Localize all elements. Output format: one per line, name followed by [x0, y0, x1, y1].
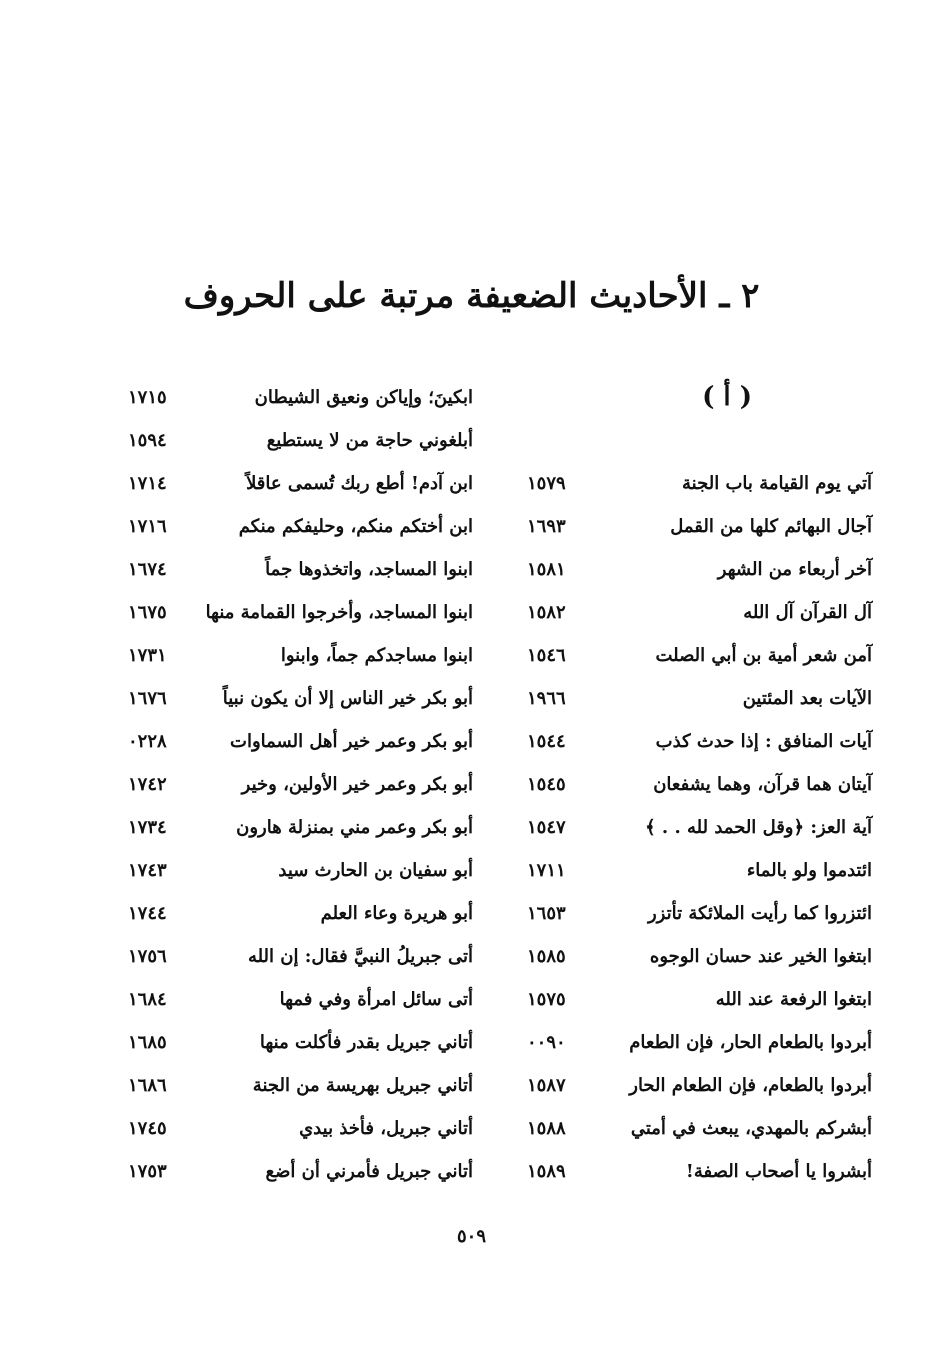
index-entry-row: [128, 849, 473, 892]
hadith-text: أتاني جبريل، فأخذ بيدي: [299, 1118, 473, 1139]
index-entry-row: [527, 935, 872, 978]
index-entry-row: [128, 1107, 473, 1150]
index-entry-row: [527, 677, 872, 720]
index-entry-row: [128, 634, 473, 677]
hadith-number: ١٦٨٥: [128, 1032, 167, 1053]
hadith-number: ١٥٤٧: [527, 817, 566, 838]
hadith-number: ١٦٧٦: [128, 688, 167, 709]
hadith-number: ١٧٥٦: [128, 946, 167, 967]
hadith-text: آيتان هما قرآن، وهما يشفعان: [653, 774, 872, 795]
hadith-text: آجال البهائم كلها من القمل: [670, 516, 872, 537]
hadith-number: ١٧٤٥: [128, 1118, 167, 1139]
hadith-number: ١٥٤٦: [527, 645, 566, 666]
hadith-text: ائتزروا كما رأيت الملائكة تأتزر: [647, 903, 872, 924]
hadith-text: أتى جبريلُ النبيَّ فقال: إن الله: [247, 946, 473, 967]
hadith-text: أبلغوني حاجة من لا يستطيع: [266, 430, 473, 451]
index-entry-row: [527, 505, 872, 548]
hadith-text: ابنوا المساجد، وأخرجوا القمامة منها: [205, 602, 473, 623]
hadith-number: ١٧١١: [527, 860, 566, 881]
hadith-text: ابن آدم! أطع ربك تُسمى عاقلاً: [246, 473, 473, 494]
hadith-text: أتاني جبريل بهريسة من الجنة: [252, 1075, 473, 1096]
hadith-text: آل القرآن آل الله: [743, 602, 872, 623]
hadith-number: ١٧٣١: [128, 645, 167, 666]
hadith-text: ابكينَ؛ وإياكن ونعيق الشيطان: [254, 387, 473, 408]
hadith-text: آمن شعر أمية بن أبي الصلت: [655, 645, 872, 666]
index-entry-row: [527, 634, 872, 677]
hadith-number: ١٥٨٩: [527, 1161, 566, 1182]
index-entry-row: [128, 763, 473, 806]
hadith-number: ١٩٦٦: [527, 688, 566, 709]
index-entry-row: [527, 1107, 872, 1150]
hadith-text: أبو بكر وعمر مني بمنزلة هارون: [236, 817, 473, 838]
hadith-text: أتاني جبريل بقدر فأكلت منها: [259, 1032, 473, 1053]
hadith-text: أبشركم بالمهدي، يبعث في أمتي: [630, 1118, 872, 1139]
hadith-number: ١٦٩٣: [527, 516, 566, 537]
section-letter: ( أ ): [702, 382, 752, 412]
index-entry-row: [527, 591, 872, 634]
hadith-number: ٠٠٩٠: [527, 1032, 566, 1053]
hadith-text: أبو هريرة وعاء العلم: [320, 903, 473, 924]
hadith-text: آخر أربعاء من الشهر: [717, 559, 872, 580]
hadith-number: ١٧٣٤: [128, 817, 167, 838]
index-entry-row: [128, 548, 473, 591]
index-entry-row: [128, 419, 473, 462]
hadith-text: آتي يوم القيامة باب الجنة: [682, 473, 872, 494]
index-entry-row: [128, 892, 473, 935]
index-entry-row: [527, 849, 872, 892]
hadith-text: أبو بكر وعمر خير أهل السماوات: [230, 731, 473, 752]
hadith-number: ١٥٨٧: [527, 1075, 566, 1096]
hadith-text: أتى سائل امرأة وفي فمها: [279, 989, 473, 1010]
index-entry-row: [128, 935, 473, 978]
hadith-number: ١٥٩٤: [128, 430, 167, 451]
section-spacer: [527, 419, 872, 462]
page-number: ٥٠٩: [456, 1226, 486, 1247]
index-entry-row: [527, 1064, 872, 1107]
hadith-number: ١٦٥٣: [527, 903, 566, 924]
hadith-number: ١٦٨٦: [128, 1075, 167, 1096]
hadith-text: ابنوا المساجد، واتخذوها جماً: [265, 559, 473, 580]
hadith-number: ١٥٨٨: [527, 1118, 566, 1139]
index-entry-row: [527, 548, 872, 591]
hadith-text: ابن أختكم منكم، وحليفكم منكم: [238, 516, 473, 537]
hadith-number: ١٥٨١: [527, 559, 566, 580]
index-entry-row: [128, 462, 473, 505]
index-entry-row: [128, 1064, 473, 1107]
index-entry-row: [527, 806, 872, 849]
hadith-number: ١٧٤٢: [128, 774, 167, 795]
hadith-text: آية العز: ﴿وقل الحمد لله . . ﴾: [645, 817, 872, 838]
index-column-right: [527, 376, 872, 1193]
index-entry-row: [527, 1021, 872, 1064]
hadith-number: ١٧٥٣: [128, 1161, 167, 1182]
hadith-text: آيات المنافق : إذا حدث كذب: [655, 731, 872, 752]
hadith-text: ابتغوا الخير عند حسان الوجوه: [649, 946, 872, 967]
hadith-number: ١٧٤٣: [128, 860, 167, 881]
hadith-text: أبو بكر خير الناس إلا أن يكون نبياً: [222, 688, 473, 709]
hadith-number: ١٧١٤: [128, 473, 167, 494]
hadith-number: ١٥٧٩: [527, 473, 566, 494]
index-entry-row: [128, 505, 473, 548]
index-entry-row: [128, 591, 473, 634]
hadith-text: أبردوا بالطعام، فإن الطعام الحار: [629, 1075, 872, 1096]
hadith-text: أبو سفيان بن الحارث سيد: [278, 860, 473, 881]
index-entry-row: [128, 376, 473, 419]
index-entry-row: [128, 1021, 473, 1064]
index-entry-row: [527, 462, 872, 505]
index-entry-row: [128, 978, 473, 1021]
index-entry-row: [527, 720, 872, 763]
hadith-number: ١٥٨٥: [527, 946, 566, 967]
hadith-text: ابتغوا الرفعة عند الله: [715, 989, 872, 1010]
hadith-number: ١٧٤٤: [128, 903, 167, 924]
index-entry-row: [128, 677, 473, 720]
hadith-text: ائتدموا ولو بالماء: [746, 860, 872, 881]
hadith-number: ١٧١٦: [128, 516, 167, 537]
hadith-number: ١٥٨٢: [527, 602, 566, 623]
hadith-number: ١٧١٥: [128, 387, 167, 408]
index-entry-row: [527, 978, 872, 1021]
hadith-number: ١٦٨٤: [128, 989, 167, 1010]
hadith-number: ١٦٧٥: [128, 602, 167, 623]
hadith-number: ١٥٧٥: [527, 989, 566, 1010]
hadith-text: ابنوا مساجدكم جماً، وابنوا: [280, 645, 473, 666]
index-entry-row: [527, 1150, 872, 1193]
hadith-number: ١٦٧٤: [128, 559, 167, 580]
hadith-number: ١٥٤٥: [527, 774, 566, 795]
hadith-text: أبو بكر وعمر خير الأولين، وخير: [241, 774, 473, 795]
page-title: ٢ ـ الأحاديث الضعيفة مرتبة على الحروف: [183, 276, 760, 316]
hadith-text: أتاني جبريل فأمرني أن أضع: [265, 1161, 473, 1182]
index-column-left: [128, 376, 473, 1193]
hadith-number: ١٥٤٤: [527, 731, 566, 752]
index-entry-row: [128, 720, 473, 763]
index-entry-row: [128, 806, 473, 849]
hadith-text: الآيات بعد المئتين: [742, 688, 872, 709]
index-entry-row: [128, 1150, 473, 1193]
hadith-text: أبردوا بالطعام الحار، فإن الطعام: [629, 1032, 872, 1053]
section-letter-heading: [527, 376, 872, 419]
hadith-number: ٠٢٢٨: [128, 731, 167, 752]
hadith-text: أبشروا يا أصحاب الصفة!: [685, 1161, 872, 1182]
index-entry-row: [527, 892, 872, 935]
index-entry-row: [527, 763, 872, 806]
